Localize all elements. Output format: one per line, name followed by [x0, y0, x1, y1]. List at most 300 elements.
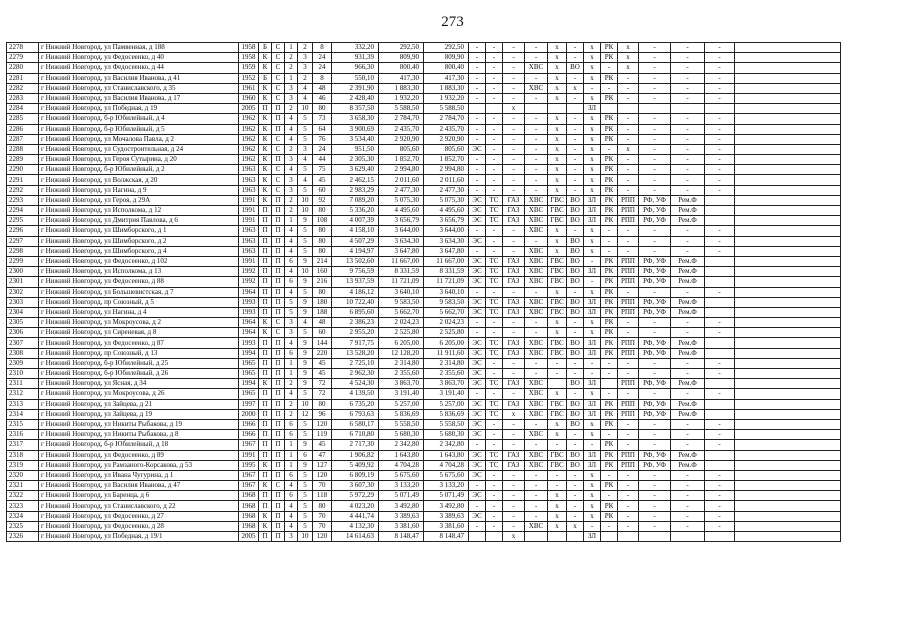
table-cell-area-living: 417,30 [379, 73, 424, 83]
table-cell-area-total: 3 900,69 [332, 124, 379, 134]
table-cell-sewer: ГВС [548, 307, 567, 317]
table-cell-floors: 4 [285, 389, 298, 399]
table-cell-entrances: 9 [298, 216, 313, 226]
table-cell-type: К [259, 318, 272, 328]
table-cell-facade: - [639, 155, 671, 165]
table-cell-heat: - [469, 165, 486, 175]
table-cell-hot-water: - [486, 63, 503, 73]
table-cell-area-living: 1 932,20 [379, 93, 424, 103]
table-cell-material: П [272, 155, 285, 165]
table-cell-area-total: 966,30 [332, 63, 379, 73]
table-cell-cold-water: ХВС [525, 256, 548, 266]
table-cell-id: 2299 [7, 256, 39, 266]
table-cell-utilities-repair [705, 450, 735, 460]
table-cell-electricity: - [567, 501, 584, 511]
table-cell-hot-water: - [486, 511, 503, 521]
table-cell-gas: х [503, 409, 525, 419]
table-cell-hot-water: - [486, 328, 503, 338]
table-cell-hot-water: - [486, 226, 503, 236]
table-cell-waste-chute: х [584, 481, 601, 491]
table-cell-waste-chute: х [584, 501, 601, 511]
table-cell-material: П [272, 267, 285, 277]
table-cell-floors: 1 [285, 460, 298, 470]
table-cell-empty [735, 501, 841, 511]
table-cell-heat: - [469, 185, 486, 195]
table-cell-floors: 3 [285, 328, 298, 338]
table-cell-foundation: - [671, 318, 705, 328]
table-cell-address: г Нижний Новгород, ул Исполкома, д 13 [39, 267, 239, 277]
table-cell-floors: 6 [285, 348, 298, 358]
table-cell-roof: - [618, 246, 639, 256]
table-cell-area-living: 3 191,40 [379, 389, 424, 399]
table-cell-apartments: 45 [313, 175, 332, 185]
table-cell-material: П [272, 307, 285, 317]
table-cell-year: 1991 [239, 216, 259, 226]
table-cell-waste-chute: х [584, 226, 601, 236]
table-row [7, 511, 841, 521]
table-cell-address: г Нижний Новгород, ул Памвенная, д 188 [39, 43, 239, 53]
table-cell-apartments: 220 [313, 348, 332, 358]
table-cell-area-residential: 417,30 [424, 73, 469, 83]
table-cell-apartments: 45 [313, 358, 332, 368]
table-cell-floors: 1 [285, 369, 298, 379]
table-cell-area-living: 1 883,30 [379, 83, 424, 93]
table-cell-cold-water: ХВС [525, 521, 548, 531]
table-cell-year: 1968 [239, 501, 259, 511]
table-cell-foundation: Рем.Ф [671, 409, 705, 419]
table-cell-year: 1968 [239, 491, 259, 501]
table-cell-facade: - [639, 165, 671, 175]
table-cell-heat: ЭС [469, 450, 486, 460]
table-cell-sewer: х [548, 73, 567, 83]
table-cell-type: П [259, 470, 272, 480]
table-cell-apartments: 216 [313, 277, 332, 287]
table-cell-entrances: 10 [298, 532, 313, 542]
table-cell-electricity: - [567, 358, 584, 368]
table-cell-elevator: РК [601, 165, 618, 175]
table-cell-area-living: 3 634,30 [379, 236, 424, 246]
table-cell-facade: РФ, УФ [639, 348, 671, 358]
table-cell-elevator [601, 532, 618, 542]
table-cell-floors: 1 [285, 358, 298, 368]
table-cell-area-total: 2 386,23 [332, 318, 379, 328]
table-cell-year: 1993 [239, 338, 259, 348]
table-cell-cold-water: ХВС [525, 348, 548, 358]
table-cell-elevator: РК [601, 195, 618, 205]
table-cell-material: П [272, 409, 285, 419]
table-cell-material: С [272, 318, 285, 328]
table-cell-heat: ЭС [469, 460, 486, 470]
table-cell-sewer: х [548, 511, 567, 521]
table-cell-area-living: 1 643,80 [379, 450, 424, 460]
table-cell-utilities-repair: - [705, 236, 735, 246]
table-cell-id: 2313 [7, 399, 39, 409]
table-cell-type: П [259, 287, 272, 297]
table-cell-area-living: 2 011,60 [379, 175, 424, 185]
table-cell-empty [735, 399, 841, 409]
table-cell-utilities-repair [705, 338, 735, 348]
table-cell-roof: - [618, 440, 639, 450]
table-cell-hot-water: - [486, 440, 503, 450]
table-cell-sewer: х [548, 53, 567, 63]
table-cell-heat: ЭС [469, 399, 486, 409]
table-cell-material: С [272, 83, 285, 93]
table-cell-floors: 2 [285, 53, 298, 63]
table-cell-elevator: - [601, 491, 618, 501]
table-cell-id: 2287 [7, 134, 39, 144]
table-cell-year: 1963 [239, 175, 259, 185]
table-cell-electricity: ВО [567, 419, 584, 429]
table-cell-electricity: - [567, 93, 584, 103]
table-cell-id: 2290 [7, 165, 39, 175]
table-cell-year: 1958 [239, 43, 259, 53]
table-cell-type: К [259, 379, 272, 389]
table-cell-foundation: - [671, 246, 705, 256]
table-row [7, 307, 841, 317]
table-row [7, 114, 841, 124]
table-cell-cold-water: ХВС [525, 277, 548, 287]
table-cell-area-residential: 3 389,63 [424, 511, 469, 521]
table-cell-id: 2320 [7, 470, 39, 480]
table-cell-facade [639, 532, 671, 542]
table-cell-utilities-repair: - [705, 134, 735, 144]
table-cell-cold-water: - [525, 369, 548, 379]
table-cell-address: г Нижний Новгород, ул Героя Сутырина, д 20 [39, 155, 239, 165]
table-row [7, 206, 841, 216]
table-cell-type: П [259, 399, 272, 409]
table-row [7, 501, 841, 511]
table-cell-hot-water: - [486, 185, 503, 195]
table-cell-facade: - [639, 134, 671, 144]
table-cell-area-residential: 8 148,47 [424, 532, 469, 542]
table-cell-waste-chute: ЗЛ [584, 409, 601, 419]
table-cell-gas: - [503, 318, 525, 328]
table-cell-roof: - [618, 419, 639, 429]
table-cell-floors: 2 [285, 409, 298, 419]
table-cell-gas: - [503, 389, 525, 399]
table-cell-address: г Нижний Новгород, ул Ясная, д 34 [39, 379, 239, 389]
table-cell-foundation: Рем.Ф [671, 460, 705, 470]
table-cell-foundation: - [671, 124, 705, 134]
table-cell-elevator: РК [601, 114, 618, 124]
table-cell-sewer: х [548, 144, 567, 154]
table-cell-elevator: РК [601, 501, 618, 511]
table-cell-elevator: РК [601, 287, 618, 297]
table-cell-cold-water: ХВС [525, 450, 548, 460]
table-cell-type: П [259, 450, 272, 460]
table-cell-gas: ГАЗ [503, 277, 525, 287]
table-cell-elevator: РК [601, 256, 618, 266]
table-cell-area-residential: 3 863,70 [424, 379, 469, 389]
table-cell-area-total: 6 793,63 [332, 409, 379, 419]
table-cell-hot-water: - [486, 114, 503, 124]
table-cell-roof: - [618, 185, 639, 195]
table-cell-id: 2283 [7, 93, 39, 103]
table-cell-roof: РПП [618, 450, 639, 460]
table-cell-elevator: РК [601, 318, 618, 328]
table-cell-id: 2323 [7, 501, 39, 511]
table-cell-utilities-repair [705, 195, 735, 205]
table-cell-cold-water: - [525, 491, 548, 501]
table-cell-area-residential: 1 852,70 [424, 155, 469, 165]
table-cell-entrances: 10 [298, 206, 313, 216]
table-cell-material: П [272, 256, 285, 266]
table-cell-waste-chute: - [584, 521, 601, 531]
table-cell-id: 2288 [7, 144, 39, 154]
table-cell-waste-chute: ЗЛ [584, 307, 601, 317]
table-cell-id: 2304 [7, 307, 39, 317]
table-cell-elevator: - [601, 358, 618, 368]
table-cell-apartments: 80 [313, 501, 332, 511]
table-cell-area-residential: 3 640,10 [424, 287, 469, 297]
table-cell-material: П [272, 358, 285, 368]
table-cell-address: г Нижний Новгород, ул Шимборского, д 1 [39, 226, 239, 236]
table-cell-id: 2317 [7, 440, 39, 450]
table-cell-roof: РПП [618, 379, 639, 389]
table-cell-apartments: 70 [313, 481, 332, 491]
table-cell-empty [735, 307, 841, 317]
table-cell-gas: - [503, 501, 525, 511]
table-cell-sewer: х [548, 43, 567, 53]
table-cell-id: 2289 [7, 155, 39, 165]
table-cell-waste-chute: х [584, 491, 601, 501]
table-cell-floors: 3 [285, 83, 298, 93]
table-cell-foundation: - [671, 144, 705, 154]
table-cell-id: 2292 [7, 185, 39, 195]
table-cell-cold-water: - [525, 124, 548, 134]
table-cell-material: П [272, 491, 285, 501]
table-cell-floors: 1 [285, 440, 298, 450]
table-cell-gas: - [503, 481, 525, 491]
table-cell-address: г Нижний Новгород, ул Шимборского, д 2 [39, 236, 239, 246]
table-cell-area-living: 3 644,00 [379, 226, 424, 236]
table-cell-empty [735, 277, 841, 287]
table-cell-year: 1993 [239, 297, 259, 307]
table-cell-cold-water: ХВС [525, 389, 548, 399]
table-cell-elevator: - [601, 521, 618, 531]
table-cell-floors: 3 [285, 93, 298, 103]
table-cell-utilities-repair: - [705, 43, 735, 53]
table-cell-type: Б [259, 43, 272, 53]
table-cell-area-residential: 2 024,23 [424, 318, 469, 328]
table-cell-area-living: 8 331,59 [379, 267, 424, 277]
table-cell-foundation: - [671, 175, 705, 185]
table-cell-facade: - [639, 114, 671, 124]
table-cell-utilities-repair: - [705, 83, 735, 93]
table-cell-gas: - [503, 470, 525, 480]
table-cell-floors: 3 [285, 175, 298, 185]
table-cell-electricity: - [567, 369, 584, 379]
table-cell-empty [735, 63, 841, 73]
table-cell-year: 1963 [239, 185, 259, 195]
table-cell-id: 2293 [7, 195, 39, 205]
table-cell-area-residential: 4 495,60 [424, 206, 469, 216]
table-cell-utilities-repair [705, 532, 735, 542]
table-cell-entrances: 9 [298, 358, 313, 368]
table-cell-area-residential: 2 920,90 [424, 134, 469, 144]
table-cell-heat: ЭС [469, 216, 486, 226]
table-cell-area-total: 2 717,30 [332, 440, 379, 450]
table-cell-heat: ЭС [469, 491, 486, 501]
table-cell-facade: РФ, УФ [639, 256, 671, 266]
table-row [7, 246, 841, 256]
table-cell-facade: - [639, 430, 671, 440]
table-cell-utilities-repair: - [705, 369, 735, 379]
table-cell-electricity: - [567, 134, 584, 144]
table-cell-utilities-repair: - [705, 226, 735, 236]
table-cell-area-total: 3 534,40 [332, 134, 379, 144]
table-cell-apartments: 80 [313, 226, 332, 236]
table-cell-year: 1962 [239, 134, 259, 144]
table-cell-sewer: х [548, 83, 567, 93]
table-cell-area-total: 2 955,20 [332, 328, 379, 338]
table-cell-foundation: Рем.Ф [671, 399, 705, 409]
table-cell-utilities-repair: - [705, 165, 735, 175]
table-cell-area-residential: 3 647,80 [424, 246, 469, 256]
table-cell-type: П [259, 348, 272, 358]
table-cell-roof: - [618, 369, 639, 379]
table-row [7, 481, 841, 491]
table-cell-entrances: 4 [298, 155, 313, 165]
table-row [7, 430, 841, 440]
table-cell-foundation: Рем.Ф [671, 307, 705, 317]
table-cell-id: 2307 [7, 338, 39, 348]
table-cell-entrances: 5 [298, 481, 313, 491]
table-cell-material: С [272, 63, 285, 73]
table-cell-elevator: РК [601, 124, 618, 134]
table-cell-apartments: 45 [313, 440, 332, 450]
table-cell-elevator: РК [601, 481, 618, 491]
table-cell-floors: 1 [285, 73, 298, 83]
table-cell-cold-water: - [525, 175, 548, 185]
table-cell-empty [735, 440, 841, 450]
table-cell-hot-water: - [486, 93, 503, 103]
table-cell-address: г Нижний Новгород, ул Федосеенко, д 27 [39, 511, 239, 521]
table-cell-entrances: 9 [298, 277, 313, 287]
table-cell-area-total: 4 139,50 [332, 389, 379, 399]
table-cell-waste-chute: х [584, 155, 601, 165]
table-cell-roof: х [618, 144, 639, 154]
table-cell-foundation: - [671, 83, 705, 93]
table-cell-foundation: - [671, 287, 705, 297]
table-cell-heat: - [469, 83, 486, 93]
table-cell-heat: ЭС [469, 267, 486, 277]
table-cell-utilities-repair [705, 297, 735, 307]
table-cell-foundation: Рем.Ф [671, 195, 705, 205]
table-cell-foundation: - [671, 470, 705, 480]
table-cell-apartments: 46 [313, 93, 332, 103]
page-number: 273 [441, 14, 464, 30]
table-cell-elevator: - [601, 83, 618, 93]
table-cell-roof: - [618, 491, 639, 501]
table-cell-material: П [272, 419, 285, 429]
table-cell-floors: 6 [285, 470, 298, 480]
table-cell-area-total: 3 607,30 [332, 481, 379, 491]
table-cell-utilities-repair [705, 216, 735, 226]
table-cell-area-residential: 5 257,00 [424, 399, 469, 409]
table-cell-entrances: 4 [298, 175, 313, 185]
table-cell-area-total: 6 710,80 [332, 430, 379, 440]
table-cell-area-residential: 2 011,60 [424, 175, 469, 185]
table-cell-year: 1963 [239, 165, 259, 175]
table-cell-material: П [272, 521, 285, 531]
table-cell-material: П [272, 226, 285, 236]
table-cell-roof: - [618, 93, 639, 103]
table-cell-hot-water: - [486, 318, 503, 328]
table-cell-foundation: - [671, 63, 705, 73]
table-cell-utilities-repair: - [705, 144, 735, 154]
table-cell-empty [735, 124, 841, 134]
table-cell-utilities-repair: - [705, 185, 735, 195]
table-cell-hot-water: ТС [486, 399, 503, 409]
table-cell-area-living: 5 071,49 [379, 491, 424, 501]
table-cell-roof: РПП [618, 256, 639, 266]
table-cell-cold-water: - [525, 328, 548, 338]
table-cell-hot-water: ТС [486, 267, 503, 277]
table-cell-waste-chute: ЗЛ [584, 338, 601, 348]
table-cell-area-total: 13 502,60 [332, 256, 379, 266]
table-cell-cold-water: ХВС [525, 216, 548, 226]
table-cell-empty [735, 532, 841, 542]
table-cell-material: П [272, 338, 285, 348]
table-cell-electricity: - [567, 185, 584, 195]
table-cell-area-residential: 8 331,59 [424, 267, 469, 277]
table-cell-waste-chute: х [584, 134, 601, 144]
table-cell-electricity: - [567, 43, 584, 53]
table-cell-area-residential: 3 656,79 [424, 216, 469, 226]
table-cell-floors: 4 [285, 226, 298, 236]
table-cell-area-living: 3 381,60 [379, 521, 424, 531]
table-cell-sewer: х [548, 124, 567, 134]
table-cell-address: г Нижний Новгород, ул Сиреневая, д 8 [39, 328, 239, 338]
table-cell-id: 2325 [7, 521, 39, 531]
table-cell-sewer: ГВС [548, 409, 567, 419]
table-cell-elevator: - [601, 389, 618, 399]
table-cell-empty [735, 226, 841, 236]
table-cell-area-total: 6 809,19 [332, 470, 379, 480]
table-row [7, 440, 841, 450]
table-cell-heat: ЭС [469, 470, 486, 480]
table-cell-hot-water: - [486, 491, 503, 501]
table-cell-area-living: 2 435,70 [379, 124, 424, 134]
table-cell-electricity: - [567, 389, 584, 399]
table-cell-elevator: РК [601, 348, 618, 358]
table-cell-address: г Нижний Новгород, ул Ивана Чугурина, д 1 [39, 470, 239, 480]
table-row [7, 450, 841, 460]
table-cell-foundation: - [671, 155, 705, 165]
table-cell-area-total: 9 756,59 [332, 267, 379, 277]
table-cell-sewer: ГВС [548, 338, 567, 348]
table-cell-roof: - [618, 481, 639, 491]
table-cell-cold-water [525, 104, 548, 114]
table-cell-cold-water: - [525, 93, 548, 103]
table-cell-address: г Нижний Новгород, б-р Юбилейный, д 26 [39, 369, 239, 379]
table-cell-apartments: 80 [313, 104, 332, 114]
table-cell-hot-water: - [486, 124, 503, 134]
table-cell-entrances: 5 [298, 511, 313, 521]
table-cell-year: 1964 [239, 287, 259, 297]
table-cell-heat: ЭС [469, 369, 486, 379]
table-cell-heat: - [469, 63, 486, 73]
table-cell-type: К [259, 124, 272, 134]
table-cell-apartments: 180 [313, 297, 332, 307]
table-cell-floors: 1 [285, 43, 298, 53]
table-cell-material: П [272, 532, 285, 542]
table-cell-foundation: - [671, 430, 705, 440]
table-cell-waste-chute: х [584, 73, 601, 83]
table-row [7, 195, 841, 205]
table-row [7, 389, 841, 399]
